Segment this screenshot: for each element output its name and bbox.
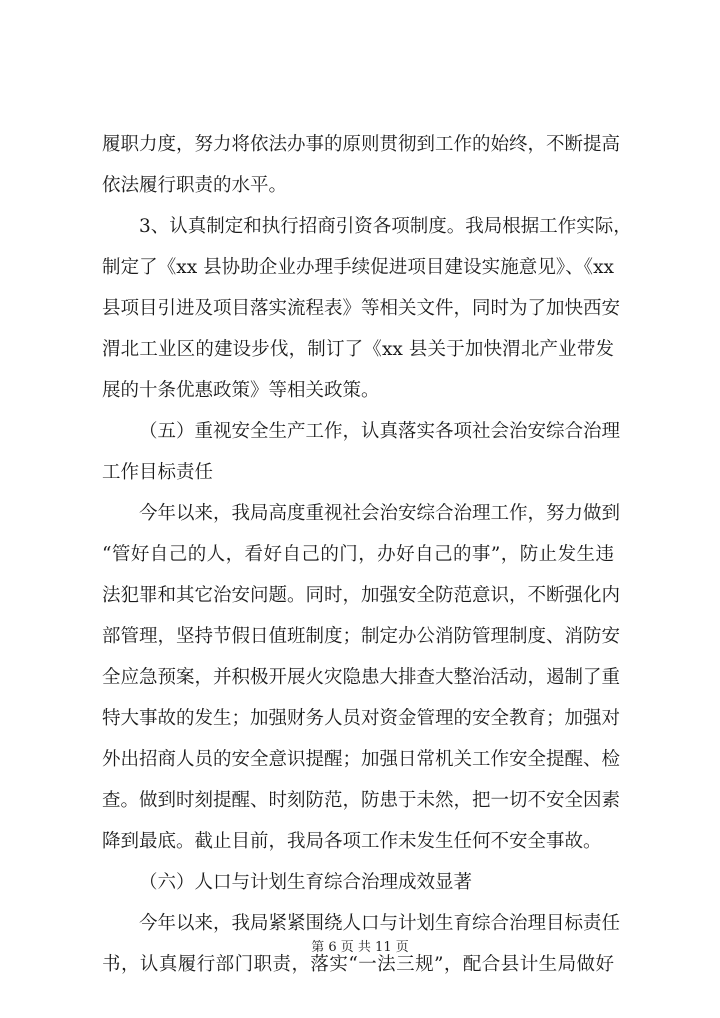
text-line: “管好自己的人，看好自己的门，办好自己的事”，防止发生违: [102, 544, 614, 565]
text-line: 制定了《xx 县协助企业办理手续促进项目建设实施意见》、《xx: [102, 257, 614, 278]
text-line: 全应急预案，并积极开展火灾隐患大排查大整治活动，遏制了重: [102, 667, 621, 688]
text-line: 县项目引进及项目落实流程表》等相关文件，同时为了加快西安: [102, 298, 621, 319]
text-line: 今年以来，我局紧紧围绕人口与计划生育综合治理目标责任: [139, 913, 621, 934]
text-line: 渭北工业区的建设步伐，制订了《xx 县关于加快渭北产业带发: [102, 339, 614, 360]
section-heading: 工作目标责任: [102, 462, 214, 483]
text-line: 法犯罪和其它治安问题。同时，加强安全防范意识，不断强化内: [102, 585, 621, 606]
text-line: 特大事故的发生；加强财务人员对资金管理的安全教育；加强对: [102, 708, 621, 729]
text-line: 履职力度，努力将依法办事的原则贯彻到工作的始终，不断提高: [102, 134, 621, 155]
text-line: 部管理，坚持节假日值班制度；制定办公消防管理制度、消防安: [102, 626, 621, 647]
text-line: 书，认真履行部门职责，落实“一法三规”，配合县计生局做好: [102, 954, 614, 975]
text-line: 依法履行职责的水平。: [102, 175, 288, 196]
text-line: 外出招商人员的安全意识提醒；加强日常机关工作安全提醒、检: [102, 749, 621, 770]
text-line: 降到最底。截止目前，我局各项工作未发生任何不安全事故。: [102, 831, 602, 852]
text-line: 3、认真制定和执行招商引资各项制度。我局根据工作实际，: [139, 216, 632, 237]
text-line: 查。做到时刻提醒、时刻防范，防患于未然，把一切不安全因素: [102, 790, 621, 811]
section-heading: （五）重视安全生产工作，认真落实各项社会治安综合治理: [139, 421, 621, 442]
section-heading: （六）人口与计划生育综合治理成效显著: [139, 872, 473, 893]
page-number: 第 6 页 共 11 页: [311, 940, 409, 955]
text-line: 展的十条优惠政策》等相关政策。: [102, 380, 380, 401]
text-line: 今年以来，我局高度重视社会治安综合治理工作，努力做到: [139, 503, 621, 524]
document-body: [102, 124, 632, 985]
